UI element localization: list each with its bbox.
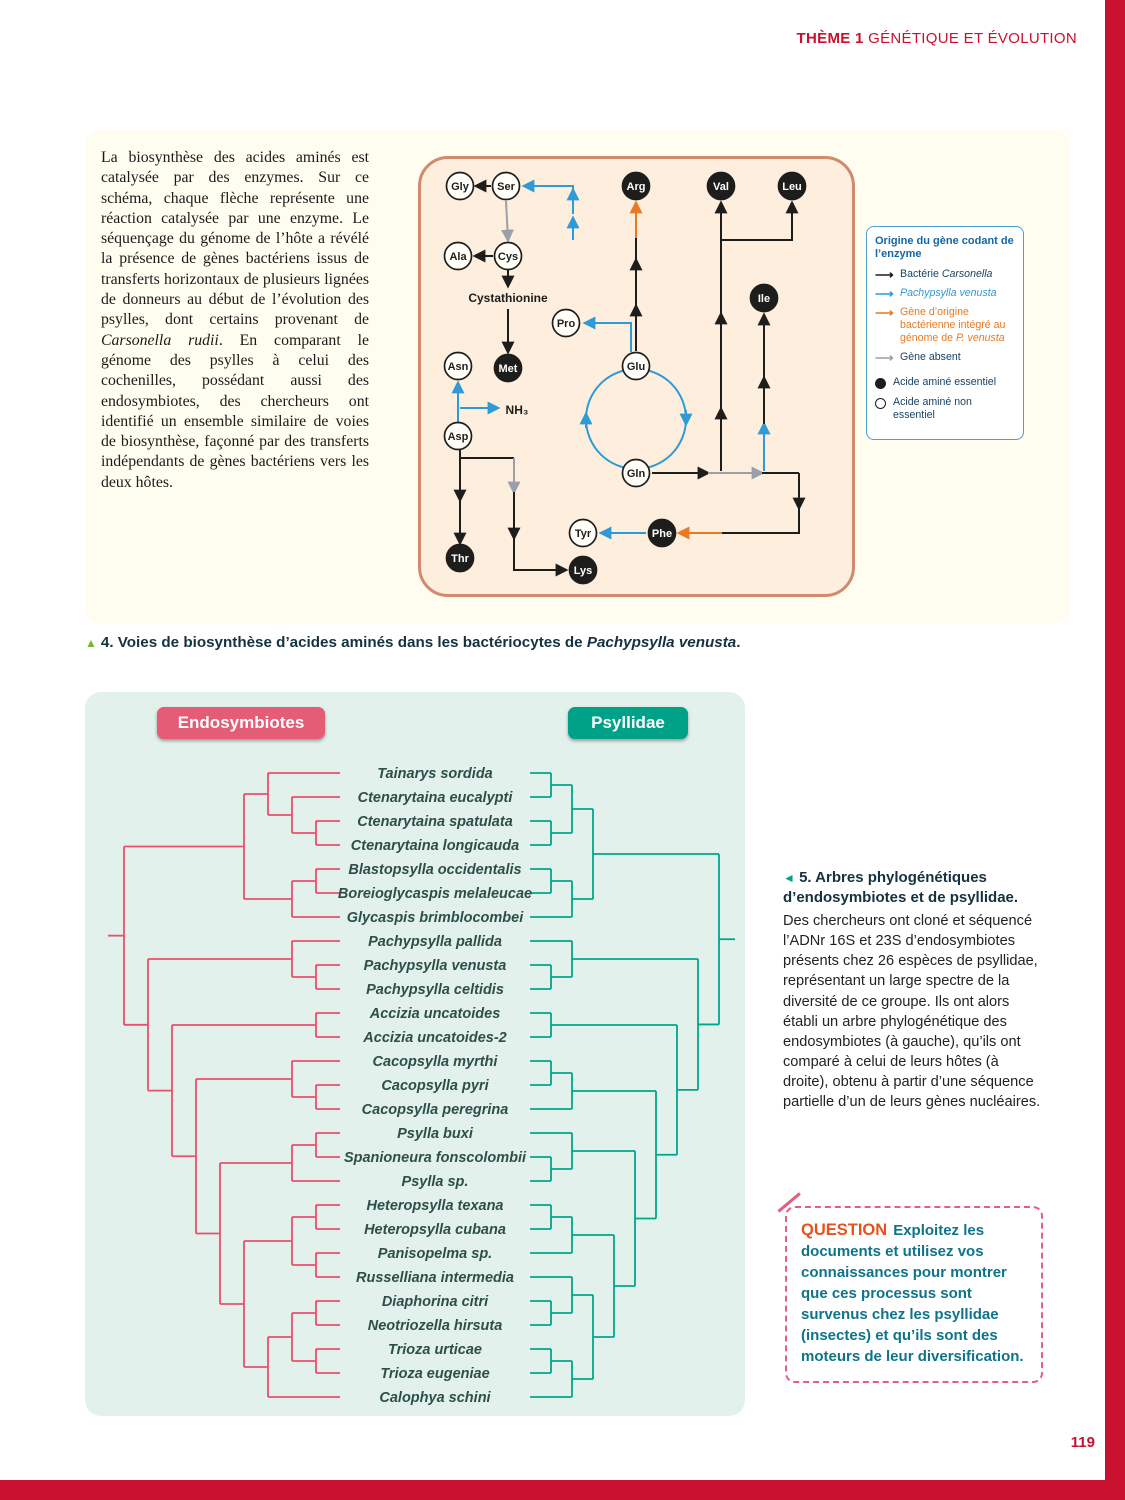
species-label: Panisopelma sp. [377, 1246, 493, 1262]
species-label: Glycaspis brimblocombei [346, 910, 524, 926]
species-label: Pachypsylla celtidis [366, 982, 504, 998]
species-label: Blastopsylla occidentalis [348, 862, 522, 878]
orange-arrow-icon: ⟶ [875, 305, 894, 321]
pathway-arrow [585, 323, 631, 352]
svg-text:Asn: Asn [447, 361, 469, 373]
amino-acid-node-pro [553, 310, 580, 337]
svg-text:Ser: Ser [497, 181, 515, 193]
legend-title: Origine du gène codant de l’enzyme [875, 235, 1014, 261]
amino-acid-node-lys [570, 557, 597, 584]
doc4-paragraph-italic: Carsonella rudii [101, 331, 219, 349]
doc5-body: Des chercheurs ont cloné et séquencé l’ADNr 16S et 23S d’endosymbiotes présents chez 26 espèces de psyllidae, représentant un large spectre de la diversité de ce groupe. Ils ont alors établi un arbre phylogénétique des endosymbiotes (à gauche), qu’ils ont comparé à celui de leurs hôtes (à droite), obtenu à partir d’une séquence partielle d’un de leurs gènes nucléaires. [783, 913, 1041, 1111]
psyllidae-label: Psyllidae [568, 707, 688, 739]
amino-acid-node-ser [493, 173, 520, 200]
species-label: Tainarys sordida [377, 766, 493, 782]
legend-item-pachypsylla: ⟶ Pachypsylla venusta [875, 286, 997, 302]
svg-text:Gln: Gln [626, 468, 646, 480]
svg-text:Leu: Leu [782, 181, 802, 193]
svg-text:Ala: Ala [449, 251, 467, 263]
amino-acid-pathway-diagram [418, 156, 855, 597]
amino-acid-node-ala [445, 243, 472, 270]
phylogeny-svg [85, 692, 745, 1416]
theme-number: THÈME 1 [796, 30, 864, 47]
species-label: Pachypsylla pallida [368, 934, 502, 950]
species-label: Diaphorina citri [381, 1294, 489, 1310]
running-header [797, 30, 1077, 47]
document-4-panel [85, 130, 1070, 624]
svg-text:Phe: Phe [651, 528, 673, 540]
legend-item-essential: Acide aminé essentiel [875, 376, 1015, 389]
amino-acid-node-asp [445, 423, 472, 450]
amino-acid-node-asn [445, 353, 472, 380]
species-label: Psylla sp. [401, 1174, 469, 1190]
species-label: Cacopsylla myrthi [372, 1054, 498, 1070]
psyllidae-tree [530, 773, 735, 1397]
species-label: Neotriozella hirsuta [367, 1318, 503, 1334]
species-label: Heteropsylla cubana [364, 1222, 506, 1238]
glu-gln-cycle [586, 369, 686, 469]
legend-item-non-essential: Acide aminé non essentiel [875, 396, 1015, 421]
pathway-arrow [514, 538, 566, 570]
pathway-arrow [721, 203, 792, 240]
species-label: Pachypsylla venusta [363, 958, 507, 974]
species-label: Heteropsylla texana [366, 1198, 504, 1214]
svg-text:Asp: Asp [447, 431, 469, 443]
question-box [785, 1206, 1043, 1383]
svg-text:Thr: Thr [451, 553, 469, 565]
legend-item-gene-absent: ⟶ Gène absent [875, 350, 961, 366]
species-label: Ctenarytaina longicauda [350, 838, 520, 854]
theme-title: GÉNÉTIQUE ET ÉVOLUTION [863, 30, 1077, 47]
filled-circle-icon [875, 378, 886, 389]
amino-acid-node-phe [649, 520, 676, 547]
blue-arrow-icon: ⟶ [875, 286, 894, 302]
question-label: QUESTION [801, 1221, 888, 1239]
svg-text:Lys: Lys [573, 565, 593, 577]
species-label: Ctenarytaina eucalypti [357, 790, 513, 806]
svg-text:Cys: Cys [497, 251, 519, 263]
pathway-arrow [524, 186, 573, 190]
legend-item-bacterial-origin: ⟶ Gène d’origine bactérienne intégré au génome de P. venusta [875, 305, 1006, 345]
species-label: Trioza urticae [387, 1342, 483, 1358]
svg-text:Ile: Ile [757, 293, 771, 305]
pathway-arrow [722, 508, 799, 533]
species-label: Psylla buxi [397, 1126, 473, 1142]
amino-acid-node-met [495, 355, 522, 382]
doc4-paragraph-part2: . En comparant le génome des psylles à celui des cochenilles, possédant aussi des endosymbiotes, des chercheurs ont identifié un ensemble similaire de voies de biosynthèse, façonné par des transferts indépendants de gènes bactériens vers les deux hôtes. [101, 331, 369, 491]
amino-acid-node-thr [447, 545, 474, 572]
species-label: Accizia uncatoides-2 [363, 1030, 507, 1046]
pathway-svg [418, 156, 855, 597]
figure4-caption: ▲ 4. Voies de biosynthèse d’acides aminés dans les bactériocytes de Pachypsylla venusta. [85, 634, 741, 651]
endosymbiote-tree [108, 773, 340, 1397]
page-edge-right [1105, 0, 1125, 1500]
caption-left-triangle-icon: ◄ [783, 871, 795, 885]
endosymbiotes-label: Endosymbiotes [157, 707, 325, 739]
amino-acid-node-glu [623, 353, 650, 380]
svg-text:Pro: Pro [556, 318, 576, 330]
svg-text:Arg: Arg [626, 181, 646, 193]
caption-triangle-icon: ▲ [85, 636, 97, 650]
pathway-metabolite-label: Cystathionine [468, 291, 548, 305]
species-label: Trioza eugeniae [380, 1366, 490, 1382]
species-label: Cacopsylla peregrina [361, 1102, 509, 1118]
doc5-title: ◄ 5. Arbres phylogénétiques d’endosymbiotes et de psyllidae. [783, 869, 1019, 906]
species-label: Russelliana intermedia [356, 1270, 514, 1286]
amino-acid-node-ile [751, 285, 778, 312]
svg-text:Met: Met [498, 363, 518, 375]
species-label: Spanioneura fonscolombii [343, 1150, 527, 1166]
phylogeny-panel [85, 692, 745, 1416]
species-label: Boreioglycaspis melaleucae [337, 886, 533, 902]
document-5-block [783, 868, 1047, 1112]
species-label: Cacopsylla pyri [381, 1078, 489, 1094]
amino-acid-node-tyr [570, 520, 597, 547]
amino-acid-node-arg [623, 173, 650, 200]
pathway-metabolite-label: NH₃ [505, 403, 529, 417]
species-label: Ctenarytaina spatulata [357, 814, 513, 830]
amino-acid-node-leu [779, 173, 806, 200]
open-circle-icon [875, 398, 886, 409]
black-arrow-icon: ⟶ [875, 267, 894, 283]
doc4-paragraph-part1: La biosynthèse des acides aminés est catalysée par des enzymes. Sur ce schéma, chaque flèche représente une réaction catalysée par une enzyme. Le séquençage du génome de l’hôte a révélé la présence de gènes bactériens issus de transferts horizontaux de plusieurs lignées de donneurs au début de l’évolution des psylles, dont certains provenant de [101, 149, 369, 329]
gray-arrow-icon: ⟶ [875, 350, 894, 366]
species-label: Accizia uncatoides [369, 1006, 501, 1022]
doc4-paragraph [101, 148, 369, 493]
amino-acid-node-gly [447, 173, 474, 200]
amino-acid-node-val [708, 173, 735, 200]
page-edge-bottom [0, 1480, 1125, 1500]
amino-acid-node-cys [495, 243, 522, 270]
legend-circles [875, 376, 1015, 421]
svg-text:Val: Val [713, 181, 729, 193]
diagram-legend [866, 226, 1024, 440]
page-number: 119 [1070, 1434, 1095, 1451]
pathway-arrow [506, 201, 508, 240]
svg-text:Tyr: Tyr [574, 528, 592, 540]
svg-text:Gly: Gly [451, 181, 469, 193]
legend-item-carsonella: ⟶ Bactérie Carsonella [875, 267, 993, 283]
amino-acid-node-gln [623, 460, 650, 487]
question-text: Exploitez les documents et utilisez vos connaissances pour montrer que ces processus sont survenus chez les psyllidae (insectes) et qu’ils sont des moteurs de leur diversification. [801, 1222, 1024, 1365]
svg-text:Glu: Glu [626, 361, 646, 373]
species-label: Calophya schini [379, 1390, 491, 1406]
